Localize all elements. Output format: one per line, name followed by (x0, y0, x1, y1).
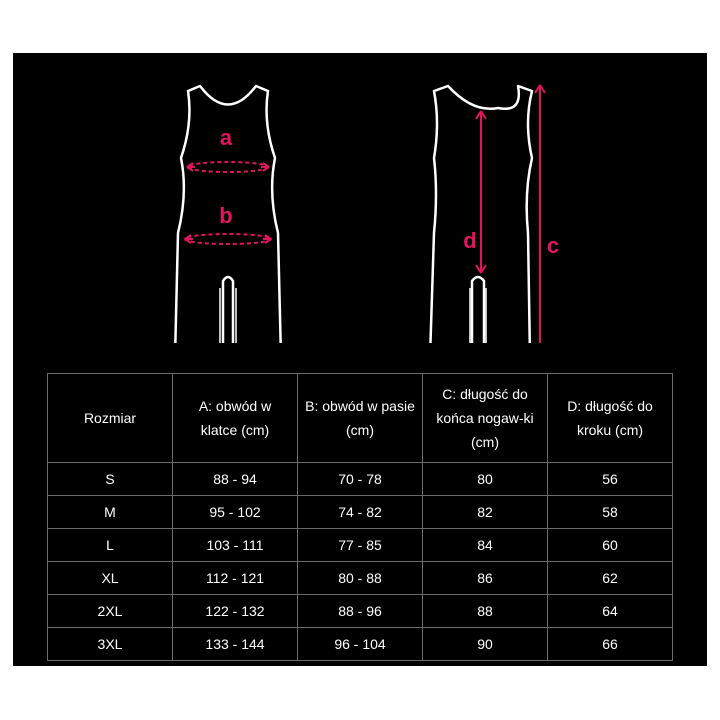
header-crotch-length: D: długość do kroku (cm) (548, 374, 673, 463)
table-row (48, 529, 673, 562)
back-suit-svg (428, 83, 568, 343)
cell-leg-length: 90 (423, 628, 548, 661)
cell-waist: 96 - 104 (298, 628, 423, 661)
label-a: a (219, 125, 233, 150)
cell-size: 3XL (48, 628, 173, 661)
cell-size: S (48, 463, 173, 496)
cell-leg-length: 88 (423, 595, 548, 628)
cell-waist: 77 - 85 (298, 529, 423, 562)
cell-leg-length: 86 (423, 562, 548, 595)
label-b: b (219, 203, 233, 228)
waist-measure-ellipse (185, 234, 271, 244)
cell-crotch-length: 60 (548, 529, 673, 562)
cell-crotch-length: 64 (548, 595, 673, 628)
cell-size: M (48, 496, 173, 529)
table-row (48, 496, 673, 529)
table-row (48, 595, 673, 628)
label-d: d (463, 228, 477, 253)
size-table (47, 373, 673, 661)
table-row (48, 562, 673, 595)
cell-crotch-length: 58 (548, 496, 673, 529)
header-waist: B: obwód w pasie (cm) (298, 374, 423, 463)
cell-leg-length: 80 (423, 463, 548, 496)
cell-size: 2XL (48, 595, 173, 628)
cell-crotch-length: 66 (548, 628, 673, 661)
cell-leg-length: 84 (423, 529, 548, 562)
cell-chest: 103 - 111 (173, 529, 298, 562)
front-view-diagram (163, 83, 293, 343)
cell-size: L (48, 529, 173, 562)
label-c: c (546, 233, 560, 258)
cell-leg-length: 82 (423, 496, 548, 529)
cell-chest: 88 - 94 (173, 463, 298, 496)
cell-chest: 112 - 121 (173, 562, 298, 595)
header-leg-length: C: długość do końca nogaw-ki (cm) (423, 374, 548, 463)
cell-waist: 88 - 96 (298, 595, 423, 628)
cell-waist: 80 - 88 (298, 562, 423, 595)
cell-crotch-length: 56 (548, 463, 673, 496)
chest-measure-ellipse (188, 162, 268, 172)
cell-chest: 95 - 102 (173, 496, 298, 529)
chest-arrow-left (187, 163, 195, 171)
cell-waist: 70 - 78 (298, 463, 423, 496)
table-header-row (48, 374, 673, 463)
front-suit-svg (163, 83, 293, 343)
cell-chest: 133 - 144 (173, 628, 298, 661)
header-size: Rozmiar (48, 374, 173, 463)
table-row (48, 463, 673, 496)
cell-chest: 122 - 132 (173, 595, 298, 628)
cell-size: XL (48, 562, 173, 595)
table-row (48, 628, 673, 661)
cell-waist: 74 - 82 (298, 496, 423, 529)
cell-crotch-length: 62 (548, 562, 673, 595)
back-view-diagram (428, 83, 568, 343)
header-chest: A: obwód w klatce (cm) (173, 374, 298, 463)
size-guide-panel (13, 53, 707, 666)
